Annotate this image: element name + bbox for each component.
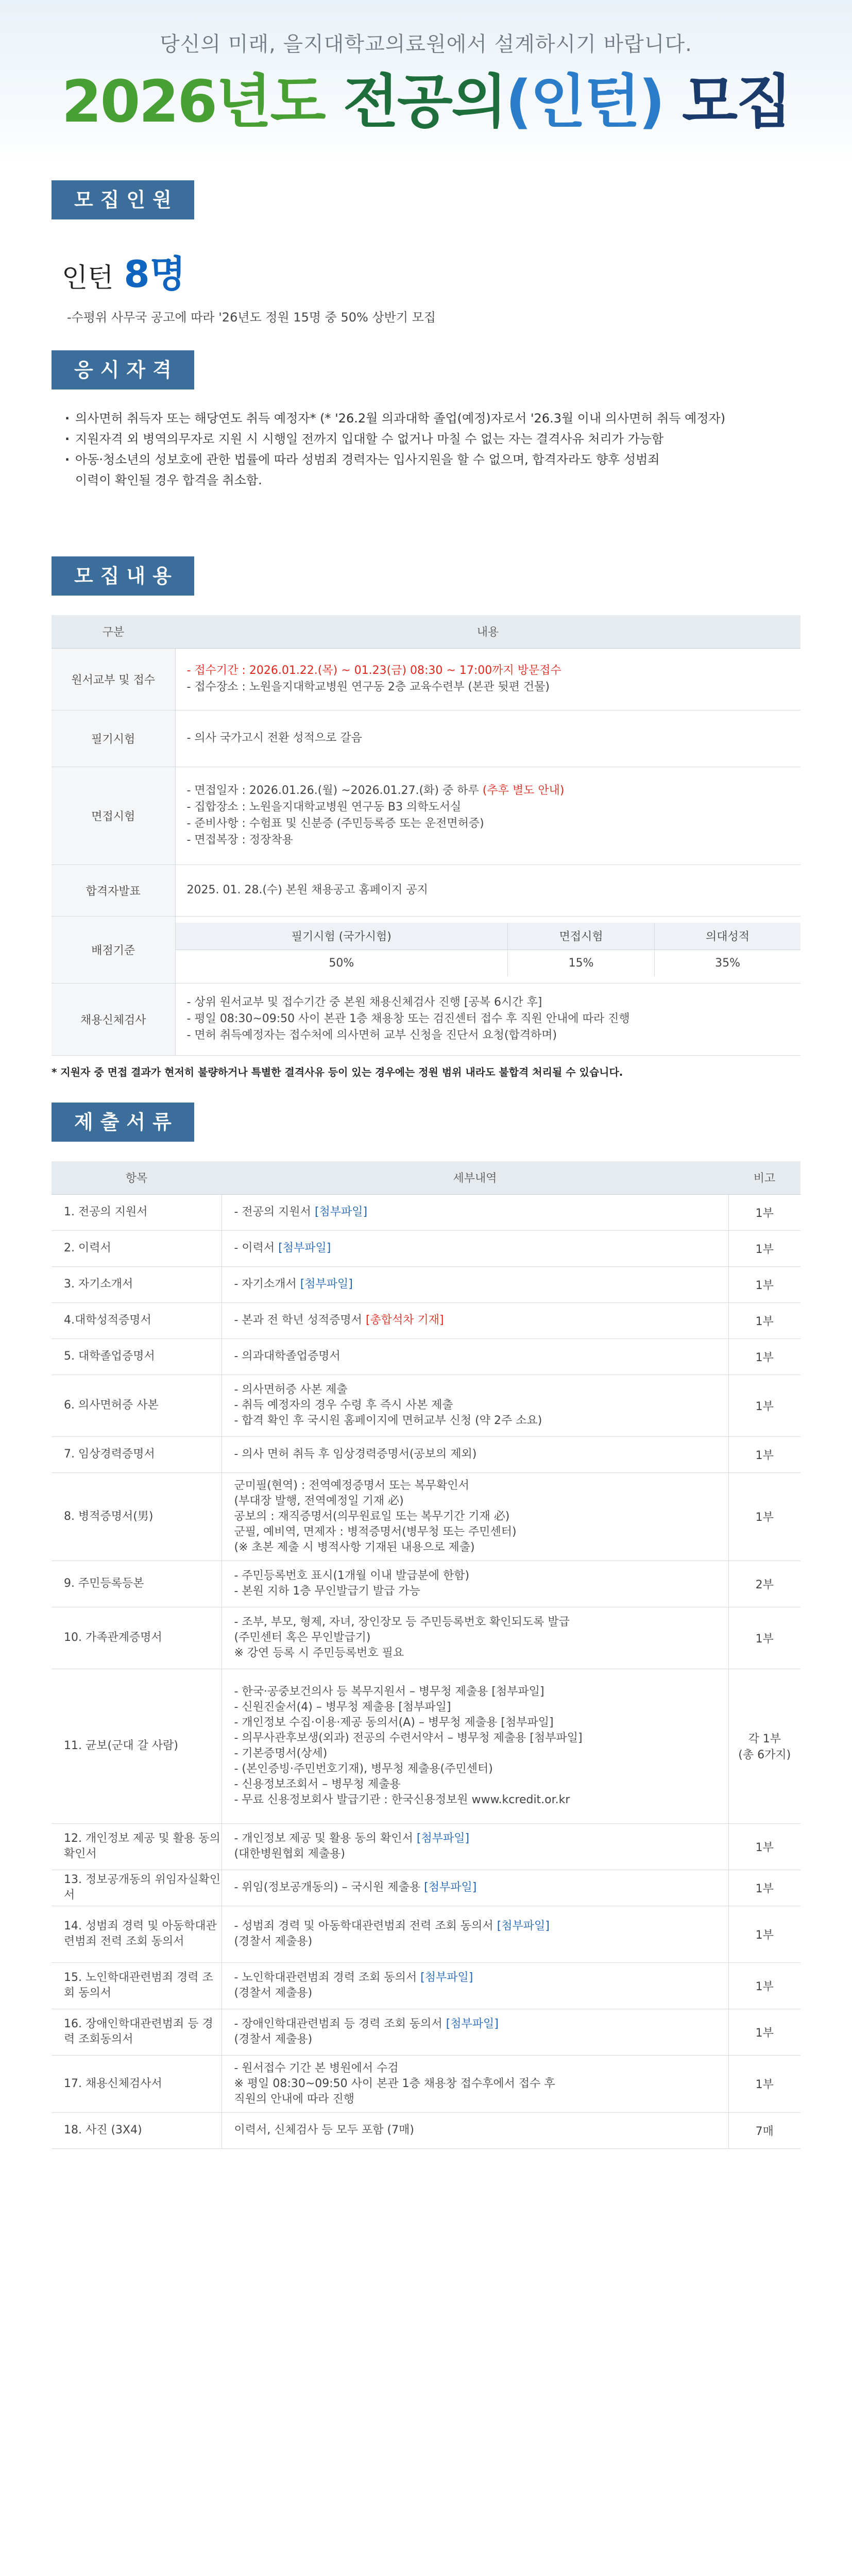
doc-detail-text: - 위임(정보공개동의) – 국시원 제출용 [234,1881,424,1894]
doc-item: 18. 사진 (3X4) [52,2112,221,2148]
row-value [175,648,800,710]
doc-detail [221,1906,728,1962]
application-period: - 접수기간 : 2026.01.22.(목) ~ 01.23(금) 08:30 ~ 17:00까지 방문접수 [186,664,561,677]
attachment-link[interactable]: [첨부파일] [497,1920,550,1933]
doc-detail [221,1375,728,1436]
interview-line: - 집합장소 : 노원을지대학교병원 연구동 B3 의학도서실 [186,801,462,814]
tagline: 당신의 미래, 을지대학교의료원에서 설계하시기 바랍니다. [160,32,692,56]
doc-detail [221,1607,728,1669]
doc-item: 13. 정보공개동의 위임자실확인서 [52,1870,221,1906]
doc-detail-text: - 본과 전 학년 성적증명서 [234,1314,366,1327]
table-row [52,2009,800,2055]
table-row [52,1338,800,1375]
doc-detail-text: - 의사 면허 취득 후 임상경력증명서(공보의 제외) [234,1448,477,1461]
qualification-heading: 응시자격 [52,350,194,389]
doc-detail [221,1230,728,1266]
doc-item: 1. 전공의 지원서 [52,1194,221,1230]
row-key: 합격자발표 [52,865,175,916]
doc-detail [221,2112,728,2148]
table-row [52,1194,800,1230]
table-row [52,767,800,865]
exam-line: - 면허 취득예정자는 접수처에 의사면허 교부 신청을 진단서 요청(합격하며) [186,1029,557,1042]
doc-detail [221,1472,728,1561]
title-year: 2026년도 [61,69,325,135]
doc-detail-text: - 노인학대관련범죄 경력 조회 동의서 [234,1971,421,1984]
details-section [52,556,800,1079]
doc-item: 11. 균보(군대 갈 사람) [52,1669,221,1823]
table-row [52,865,800,916]
row-value [175,916,800,983]
weight-value: 15% [508,950,655,976]
doc-item: 8. 병적증명서(男) [52,1472,221,1561]
weights-header-row [176,923,801,950]
weights-value-row [176,950,801,976]
row-value [175,767,800,865]
list-item-continuation: 이력이 확인될 경우 합격을 취소함. [75,473,262,487]
doc-detail [221,1338,728,1375]
doc-count: 1부 [728,1607,800,1669]
doc-detail-text: - 장애인학대관련범죄 등 경력 조회 동의서 [234,2018,446,2030]
table-row [52,983,800,1055]
list-item: · 지원자격 외 병역의무자로 지원 시 시행일 전까지 입대할 수 없거나 마칠 수 없는 자는 결격사유 처리가 가능함 [65,429,800,449]
doc-count: 1부 [728,1194,800,1230]
doc-detail-sub: (경찰서 제출용) [234,2033,313,2046]
table-row [52,1870,800,1906]
interview-date: - 면접일자 : 2026.01.26.(월) ~2026.01.27.(화) 중 하루 [186,784,479,797]
column-header-note: 비고 [728,1161,800,1194]
row-value: - 의사 국가고시 전환 성적으로 갈음 [175,710,800,767]
row-key: 면접시험 [52,767,175,865]
table-row [52,1607,800,1669]
doc-detail [221,1669,728,1823]
table-row [52,1669,800,1823]
weight-value: 35% [655,950,800,976]
doc-detail-text: 이력서, 신체검사 등 모두 포함 (7매) [234,2124,414,2137]
doc-detail [221,1302,728,1338]
doc-detail-text: 군미필(현역) : 전역예정증명서 또는 복무확인서 (부대장 발행, 전역예정일 기재 必) 공보의 : 재직증명서(의무원료일 또는 복무기간 기재 必) 군필, 예비역, 면제자 : 병적증명서(병무청 또는 주민센터) (※ 초본 제출 시 병적사항 기재된 내용으로 제출) [234,1479,517,1554]
table-row [52,2055,800,2112]
attachment-link[interactable]: [첨부파일] [424,1881,477,1894]
attachment-link[interactable]: [첨부파일] [314,1206,368,1218]
column-header-key: 구분 [52,615,175,648]
table-row [52,1906,800,1962]
row-key: 원서교부 및 접수 [52,648,175,710]
doc-item: 5. 대학졸업증명서 [52,1338,221,1375]
documents-heading: 제출서류 [52,1103,194,1142]
list-item: · 아동·청소년의 성보호에 관한 법률에 따라 성범죄 경력자는 입사지원을 할 수 없으며, 합격자라도 향후 성범죄 [65,449,800,470]
doc-item: 2. 이력서 [52,1230,221,1266]
weights-table [176,923,801,976]
attachment-link[interactable]: [첨부파일] [446,2018,499,2030]
recruit-note: -수평위 사무국 공고에 따라 '26년도 정원 15명 중 50% 상반기 모집 [67,310,436,325]
doc-count: 1부 [728,1266,800,1302]
table-row [52,1561,800,1607]
table-row [52,1375,800,1436]
doc-item: 10. 가족관계증명서 [52,1607,221,1669]
documents-section [52,1103,800,2149]
doc-detail-text: - 의사면허증 사본 제출 - 취득 예정자의 경우 수령 후 즉시 사본 제출 - 합격 확인 후 국시원 홈페이지에 면허교부 신청 (약 2주 소요) [234,1383,542,1427]
recruit-count-line [62,244,800,298]
doc-count: 각 1부 (총 6가지) [728,1669,800,1823]
table-row [52,710,800,767]
doc-detail-sub: (경찰서 제출용) [234,1935,313,1948]
doc-detail-text: - 주민등록번호 표시(1개월 이내 발급분에 한함) - 본원 지하 1층 무인발급기 발급 가능 [234,1569,470,1598]
list-item: · 의사면허 취득자 또는 해당연도 취득 예정자* (* '26.2월 의과대학 졸업(예정)자로서 '26.3월 이내 의사면허 취득 예정자) [65,408,800,429]
table-row [52,916,800,983]
doc-count: 1부 [728,2055,800,2112]
doc-detail-text: - 자기소개서 [234,1278,300,1291]
details-heading: 모집내용 [52,556,194,596]
recruit-section [52,180,800,325]
doc-detail-text: - 개인정보 제공 및 활용 동의 확인서 [234,1832,417,1845]
doc-count: 1부 [728,1338,800,1375]
doc-count: 1부 [728,1962,800,2009]
row-key: 필기시험 [52,710,175,767]
table-row [52,1823,800,1870]
title-kind: (인턴) [505,69,664,135]
doc-detail-text: - 이력서 [234,1242,279,1255]
page-title [0,56,852,139]
recruit-label: 인턴 [62,263,114,294]
doc-detail [221,1194,728,1230]
doc-detail [221,1436,728,1472]
attachment-link[interactable]: [첨부파일] [278,1242,331,1255]
table-header-row [52,615,800,648]
doc-item: 3. 자기소개서 [52,1266,221,1302]
row-value: 2025. 01. 28.(수) 본원 채용공고 홈페이지 공지 [175,865,800,916]
recruit-heading: 모집인원 [52,180,194,219]
doc-detail-sub: (경찰서 제출용) [234,1987,313,1999]
row-key: 배점기준 [52,916,175,983]
column-header-value: 내용 [175,615,800,648]
doc-count: 1부 [728,1472,800,1561]
exam-line: - 평일 08:30~09:50 사이 본관 1층 채용창 또는 검진센터 접수 후 직원 안내에 따라 진행 [186,1012,630,1025]
weight-header: 면접시험 [508,923,655,950]
table-row [52,1266,800,1302]
column-header-item: 항목 [52,1161,221,1194]
recruit-count: 8명 [124,252,186,296]
doc-count: 1부 [728,1375,800,1436]
attachment-link[interactable]: [총합석차 기재] [365,1314,444,1327]
doc-item: 7. 임상경력증명서 [52,1436,221,1472]
interview-line: - 준비사항 : 수험표 및 신분증 (주민등록증 또는 운전면허증) [186,817,484,830]
attachment-link[interactable]: [첨부파일] [416,1832,470,1845]
doc-detail-text: - 전공의 지원서 [234,1206,315,1218]
doc-item: 9. 주민등록등본 [52,1561,221,1607]
doc-count: 2부 [728,1561,800,1607]
weight-value: 50% [329,956,354,970]
details-table [52,615,800,1056]
doc-count: 1부 [728,1823,800,1870]
attachment-link[interactable]: [첨부파일] [300,1278,353,1291]
doc-count: 1부 [728,1230,800,1266]
doc-item: 16. 장애인학대관련범죄 등 경력 조회동의서 [52,2009,221,2055]
qualification-section [52,350,800,490]
doc-count: 1부 [728,1436,800,1472]
doc-item: 6. 의사면허증 사본 [52,1375,221,1436]
title-suffix: 모집 [682,69,791,135]
application-place: - 접수장소 : 노원을지대학교병원 연구동 2층 교육수련부 (본관 뒷편 건물) [186,681,550,693]
doc-item: 17. 채용신체검사서 [52,2055,221,2112]
table-row [52,1436,800,1472]
doc-detail-text: - 조부, 부모, 형제, 자녀, 장인장모 등 주민등록번호 확인되도록 발급 (주민센터 혹은 무인발급기) ※ 강연 등록 시 주민등록번호 필요 [234,1616,570,1659]
qualification-list [65,408,800,490]
table-row [52,1230,800,1266]
table-header-row [52,1161,800,1194]
doc-item: 15. 노인학대관련범죄 경력 조회 동의서 [52,1962,221,2009]
doc-detail [221,1823,728,1870]
row-value [175,983,800,1055]
doc-count: 1부 [728,1870,800,1906]
exam-line: - 상위 원서교부 및 접수기간 중 본원 채용신체검사 진행 [공복 6시간 후] [186,996,542,1009]
table-row [52,2112,800,2148]
title-field: 전공의 [343,69,506,135]
details-footnote: * 지원자 중 면접 결과가 현저히 불량하거나 특별한 결격사유 등이 있는 경우에는 정원 범위 내라도 불합격 처리될 수 있습니다. [52,1065,623,1078]
interview-line [187,783,790,799]
doc-count: 7매 [728,2112,800,2148]
row-key: 채용신체검사 [52,983,175,1055]
documents-body [52,1194,800,2148]
doc-detail [221,2009,728,2055]
interview-date-note: (추후 별도 안내) [482,784,565,797]
doc-item: 14. 성범죄 경력 및 아동학대관련범죄 전력 조회 동의서 [52,1906,221,1962]
doc-detail [221,2055,728,2112]
interview-line: - 면접복장 : 정장착용 [186,834,293,846]
table-row [52,1302,800,1338]
table-row [52,648,800,710]
doc-detail-sub: (대한병원협회 제출용) [234,1848,345,1860]
weight-header: 의대성적 [655,923,800,950]
doc-detail [221,1561,728,1607]
doc-count: 1부 [728,2009,800,2055]
doc-count: 1부 [728,1302,800,1338]
doc-item: 4.대학성적증명서 [52,1302,221,1338]
documents-table [52,1161,800,2149]
table-row [52,1472,800,1561]
doc-item: 12. 개인정보 제공 및 활용 동의확인서 [52,1823,221,1870]
attachment-link[interactable]: [첨부파일] [420,1971,473,1984]
weight-header: 필기시험 (국가시험) [176,923,508,950]
doc-detail [221,1266,728,1302]
table-row [52,1962,800,2009]
doc-detail [221,1870,728,1906]
doc-detail-text: - 의과대학졸업증명서 [234,1350,340,1363]
column-header-detail: 세부내역 [221,1161,728,1194]
doc-detail [221,1962,728,2009]
doc-detail-text: - 원서접수 기간 본 병원에서 수검 ※ 평일 08:30~09:50 사이 본관 1층 채용창 접수후에서 접수 후 직원의 안내에 따라 진행 [234,2061,555,2106]
doc-detail-text: - 성범죄 경력 및 아동학대관련범죄 전력 조회 동의서 [234,1920,497,1933]
doc-count: 1부 [728,1906,800,1962]
doc-detail-text: - 한국·공중보건의사 등 복무지원서 – 병무청 제출용 [첨부파일] - 신원진술서(4) – 병무청 제출용 [첨부파일] - 개인정보 수집·이용·제공 동의서(A) – 병무청 제출용 [첨부파일] - 의무사관후보생(외과) 전공의 수련서약서 – 병무청 제출용 [첨부파일] - 기본증명서(상세) - (본인증빙·주민번호기재), 병무청 제출용(주민센터) - 신용정보조회서 – 병무청 제출용 - 무료 신용정보회사 발급기관 : 한국신용정보원 www.kcredit.or.kr [234,1685,583,1806]
